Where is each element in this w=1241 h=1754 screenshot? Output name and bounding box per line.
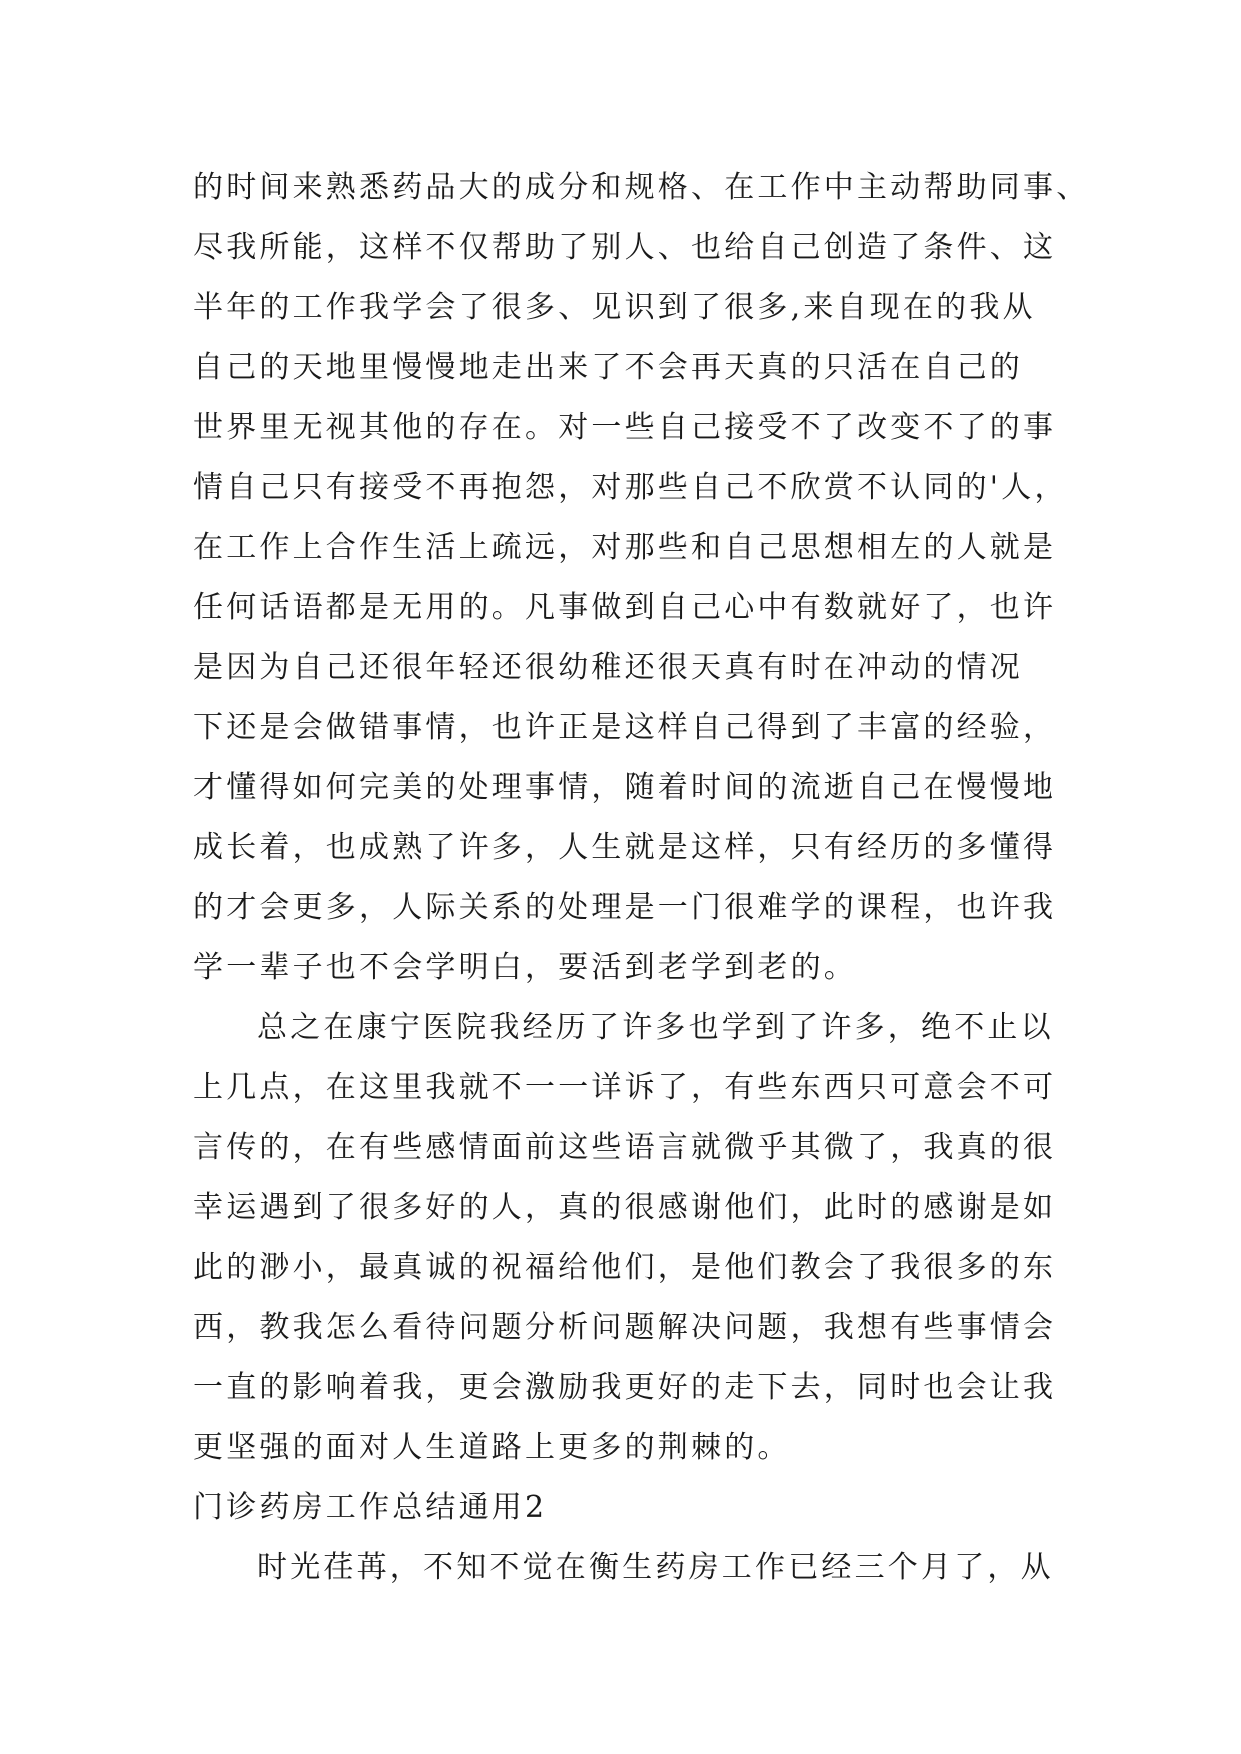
text-line: 半年的工作我学会了很多、见识到了很多,来自现在的我从 — [193, 290, 1036, 325]
text-line: 在工作上合作生活上疏远，对那些和自己思想相左的人就是 — [193, 530, 1057, 565]
text-line: 情自己只有接受不再抱怨，对那些自己不欣赏不认同的'人， — [193, 470, 1068, 505]
text-line: 是因为自己还很年轻还很幼稚还很天真有时在冲动的情况 — [193, 650, 1023, 685]
text-line: 西，教我怎么看待问题分析问题解决问题，我想有些事情会 — [193, 1310, 1057, 1345]
text-line: 成长着，也成熟了许多，人生就是这样，只有经历的多懂得 — [193, 830, 1057, 865]
text-line: 上几点，在这里我就不一一详诉了，有些东西只可意会不可 — [193, 1070, 1057, 1105]
text-line: 的时间来熟悉药品大的成分和规格、在工作中主动帮助同事、 — [193, 170, 1090, 205]
text-line: 自己的天地里慢慢地走出来了不会再天真的只活在自己的 — [193, 350, 1023, 385]
text-line: 此的渺小，最真诚的祝福给他们，是他们教会了我很多的东 — [193, 1250, 1057, 1285]
text-line: 言传的，在有些感情面前这些语言就微乎其微了，我真的很 — [193, 1130, 1057, 1165]
text-line: 才懂得如何完美的处理事情，随着时间的流逝自己在慢慢地 — [193, 770, 1057, 805]
text-line: 下还是会做错事情，也许正是这样自己得到了丰富的经验， — [193, 710, 1057, 745]
text-line: 幸运遇到了很多好的人，真的很感谢他们，此时的感谢是如 — [193, 1190, 1057, 1225]
text-line: 一直的影响着我，更会激励我更好的走下去，同时也会让我 — [193, 1370, 1057, 1405]
text-line: 尽我所能，这样不仅帮助了别人、也给自己创造了条件、这 — [193, 230, 1057, 265]
paragraph-first-line: 总之在康宁医院我经历了许多也学到了许多，绝不止以 — [257, 1010, 1054, 1045]
text-line: 更坚强的面对人生道路上更多的荆棘的。 — [193, 1430, 791, 1465]
text-line: 学一辈子也不会学明白，要活到老学到老的。 — [193, 950, 857, 985]
text-line: 世界里无视其他的存在。对一些自己接受不了改变不了的事 — [193, 410, 1057, 445]
paragraph-first-line: 时光荏苒，不知不觉在衡生药房工作已经三个月了，从 — [257, 1550, 1054, 1585]
text-line: 的才会更多，人际关系的处理是一门很难学的课程，也许我 — [193, 890, 1057, 925]
text-line: 任何话语都是无用的。凡事做到自己心中有数就好了，也许 — [193, 590, 1057, 625]
section-heading: 门诊药房工作总结通用2 — [193, 1490, 548, 1525]
